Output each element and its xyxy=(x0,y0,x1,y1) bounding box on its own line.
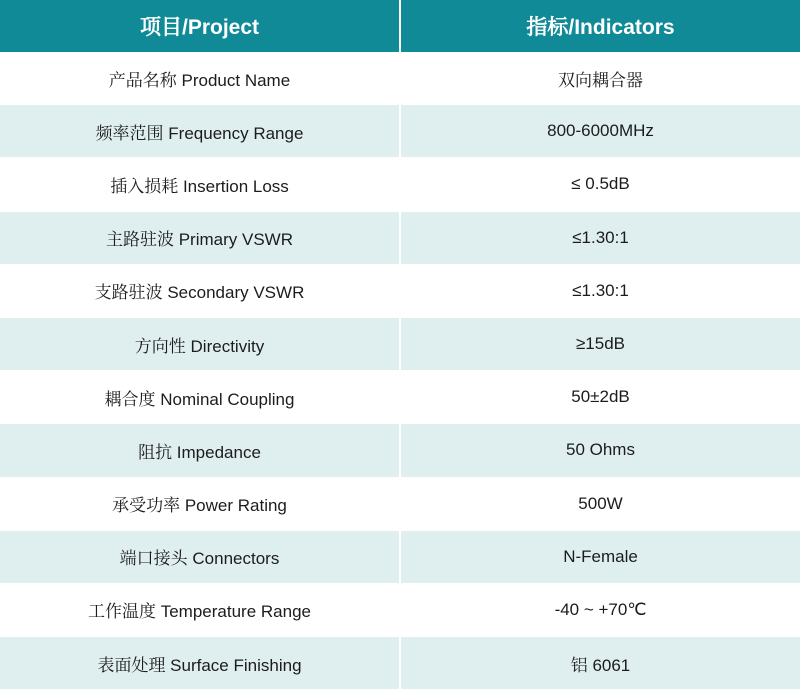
cell-project: 端口接头 Connectors xyxy=(0,530,400,583)
table-row xyxy=(0,530,800,583)
cell-indicator: 500W xyxy=(400,477,800,530)
cell-indicator: ≥15dB xyxy=(400,317,800,370)
table-row xyxy=(0,424,800,477)
table-header xyxy=(0,0,800,52)
column-header-indicator: 指标/Indicators xyxy=(400,0,800,52)
cell-project: 表面处理 Surface Finishing xyxy=(0,637,400,689)
cell-project: 工作温度 Temperature Range xyxy=(0,583,400,636)
cell-indicator: 50 Ohms xyxy=(400,424,800,477)
cell-project: 主路驻波 Primary VSWR xyxy=(0,211,400,264)
cell-indicator: 双向耦合器 xyxy=(400,52,800,105)
column-header-project: 项目/Project xyxy=(0,0,400,52)
table-row xyxy=(0,317,800,370)
cell-project: 方向性 Directivity xyxy=(0,317,400,370)
table-row xyxy=(0,264,800,317)
table-row xyxy=(0,105,800,158)
cell-project: 承受功率 Power Rating xyxy=(0,477,400,530)
cell-project: 产品名称 Product Name xyxy=(0,52,400,105)
table-row xyxy=(0,477,800,530)
table-body xyxy=(0,52,800,689)
cell-indicator: ≤1.30:1 xyxy=(400,264,800,317)
table-row xyxy=(0,637,800,689)
table-row xyxy=(0,583,800,636)
table-row xyxy=(0,211,800,264)
cell-indicator: N-Female xyxy=(400,530,800,583)
table-row xyxy=(0,158,800,211)
cell-indicator: -40 ~ +70℃ xyxy=(400,583,800,636)
cell-project: 频率范围 Frequency Range xyxy=(0,105,400,158)
cell-project: 阻抗 Impedance xyxy=(0,424,400,477)
cell-indicator: 50±2dB xyxy=(400,371,800,424)
table-row xyxy=(0,52,800,105)
table-header-row xyxy=(0,0,800,52)
cell-project: 耦合度 Nominal Coupling xyxy=(0,371,400,424)
table-row xyxy=(0,371,800,424)
cell-indicator: ≤1.30:1 xyxy=(400,211,800,264)
cell-indicator: 铝 6061 xyxy=(400,637,800,689)
cell-indicator: ≤ 0.5dB xyxy=(400,158,800,211)
cell-project: 插入损耗 Insertion Loss xyxy=(0,158,400,211)
cell-project: 支路驻波 Secondary VSWR xyxy=(0,264,400,317)
cell-indicator: 800-6000MHz xyxy=(400,105,800,158)
